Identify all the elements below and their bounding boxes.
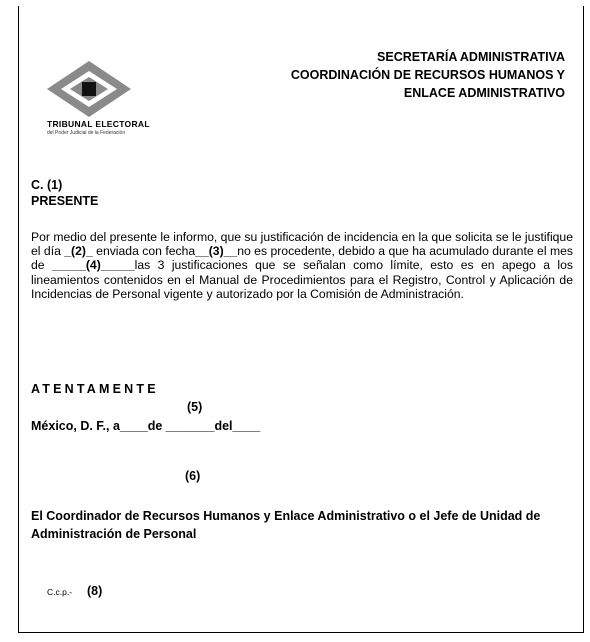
recipient-presente: PRESENTE [31, 194, 99, 208]
body-part-4: las 3 justificaciones que se señalan como límite, esto es en apego a los lineamientos contenidos en el Manual de Procedimientos para el Registro, Control y Aplicación de Incidencias de Personal vigente y autorizado por la Comisión de Administración. [31, 258, 573, 301]
atentamente-label: ATENTAMENTE [31, 382, 159, 396]
tribunal-electoral-logo [47, 57, 197, 137]
body-part-3: no es procedente, debido a que ha acumulado durante el mes de [31, 244, 573, 273]
body-part-2: enviada con fecha [92, 244, 196, 259]
logo-subtitle: del Poder Judicial de la Federación [47, 130, 126, 136]
body-part-1: Por medio del presente le informo, que su justificación de incidencia en la que solicita se le justifique el día [31, 230, 573, 259]
header-line-3: ENLACE ADMINISTRATIVO [403, 86, 565, 100]
marker-5: (5) [187, 400, 203, 414]
marker-4: _____(4)_____ [51, 258, 135, 273]
marker-3: __(3)__ [195, 244, 238, 259]
recipient-name: C. (1) [31, 178, 63, 192]
logo-name: TRIBUNAL ELECTORAL [47, 119, 150, 129]
header-line-1: SECRETARÍA ADMINISTRATIVA [377, 50, 565, 64]
ccp-label: C.c.p.- [47, 587, 73, 597]
header-line-2: COORDINACIÓN DE RECURSOS HUMANOS Y [290, 68, 565, 82]
body-paragraph [31, 230, 573, 301]
document-header [291, 48, 565, 102]
place-date-line: México, D. F., a____de _______del____ [31, 419, 261, 433]
marker-6: (6) [185, 469, 201, 483]
diamond-logo-icon [47, 57, 197, 119]
recipient-block [31, 177, 98, 209]
marker-8: (8) [87, 584, 103, 598]
document-page [18, 6, 584, 633]
coordinator-signature: El Coordinador de Recursos Humanos y Enlace Administrativo o el Jefe de Unidad de Administración de Personal [31, 509, 541, 541]
marker-2: _(2)_ [64, 244, 93, 259]
